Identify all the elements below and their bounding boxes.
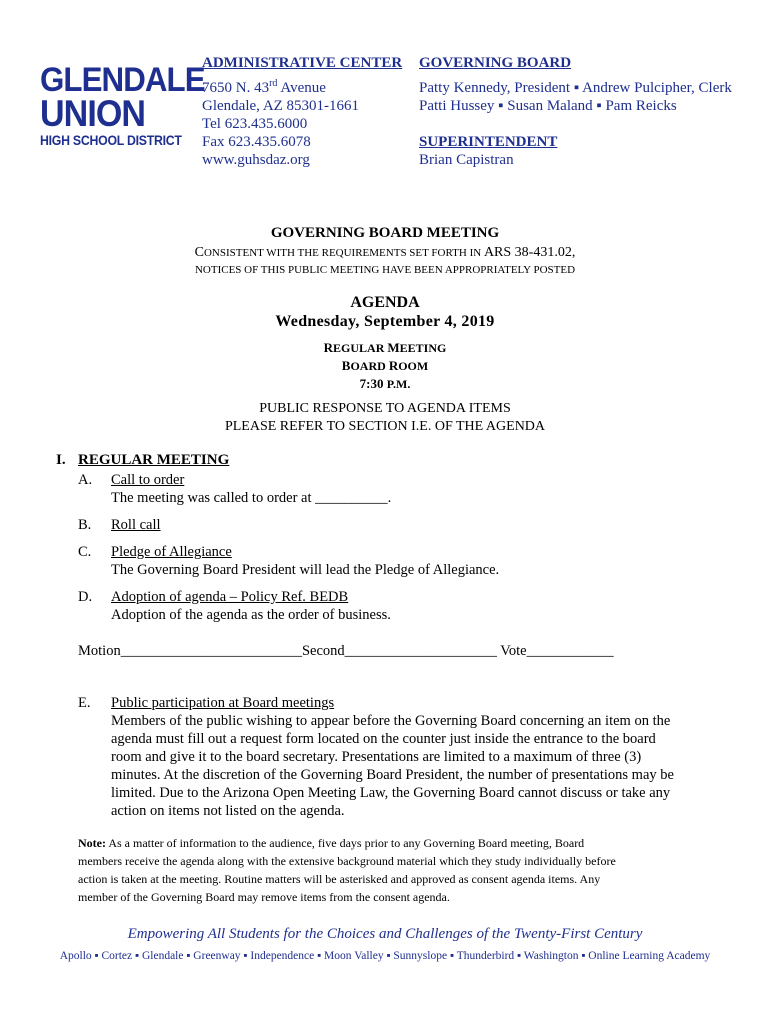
section-number: I.: [56, 452, 66, 468]
item-e-title: Public participation at Board meetings: [111, 695, 335, 711]
item-c-letter: C.: [78, 544, 92, 560]
note-line: action is taken at the meeting. Routine matters will be asterisked and approved as consent agenda items. Any: [78, 872, 601, 886]
note-line: members receive the agenda along with the extensive background material which they study individually before: [78, 854, 616, 868]
agenda-title: AGENDA: [350, 294, 420, 311]
regular-meeting-label: REGULAR MEETING: [323, 340, 447, 355]
board-members-line2: Patti Hussey ▪ Susan Maland ▪ Pam Reicks: [419, 98, 677, 114]
item-d-desc: Adoption of the agenda as the order of business.: [111, 607, 391, 623]
district-logo: [40, 61, 205, 148]
agenda-date: Wednesday, September 4, 2019: [275, 313, 495, 330]
footer-schools: Apollo ▪ Cortez ▪ Glendale ▪ Greenway ▪ Independence ▪ Moon Valley ▪ Sunnyslope ▪ Thunderbird ▪ Washington ▪ Online Learning Academy: [59, 950, 711, 962]
note-block: [78, 834, 702, 906]
item-b-title: Roll call: [111, 517, 161, 533]
public-response-line1: PUBLIC RESPONSE TO AGENDA ITEMS: [259, 401, 511, 416]
superintendent-name: Brian Capistran: [419, 152, 514, 168]
item-e-line: agenda must fill out a request form located on the counter just inside the entrance to the board: [111, 731, 656, 747]
meeting-time: 7:30 P.M.: [359, 376, 411, 391]
logo-line-glendale: GLENDALE: [40, 61, 205, 99]
motion-second-vote-line: Motion_________________________Second_____________________ Vote____________: [78, 643, 614, 659]
note-line: member of the Governing Board may remove items from the consent agenda.: [78, 890, 450, 904]
governing-board-title: GOVERNING BOARD: [419, 55, 572, 71]
admin-fax: Fax 623.435.6078: [202, 134, 311, 150]
item-e-line: Members of the public wishing to appear before the Governing Board concerning an item on the: [111, 713, 671, 729]
section-title: REGULAR MEETING: [78, 452, 230, 468]
note-label: Note:: [78, 836, 106, 850]
admin-tel: Tel 623.435.6000: [202, 116, 308, 132]
board-members-line1: Patty Kennedy, President ▪ Andrew Pulcipher, Clerk: [419, 80, 732, 96]
item-b-letter: B.: [78, 517, 92, 533]
item-e-line: minutes. At the discretion of the Governing Board President, the number of presentations may be: [111, 767, 674, 783]
admin-website: www.guhsdaz.org: [202, 152, 310, 168]
admin-address-line2: Glendale, AZ 85301-1661: [202, 98, 360, 114]
item-c-title: Pledge of Allegiance: [111, 544, 232, 560]
public-response-line2: PLEASE REFER TO SECTION I.E. OF THE AGENDA: [224, 419, 546, 434]
logo-line-union: UNION: [40, 93, 146, 134]
item-e-line: room and give it to the board secretary. Presentations are limited to a maximum of three (3): [111, 749, 642, 765]
footer-motto: Empowering All Students for the Choices and Challenges of the Twenty-First Century: [127, 926, 643, 942]
item-c-desc: The Governing Board President will lead the Pledge of Allegiance.: [111, 562, 500, 578]
item-a-title: Call to order: [111, 472, 185, 488]
logo-line-district: HIGH SCHOOL DISTRICT: [40, 132, 182, 148]
board-room-label: BOARD ROOM: [341, 358, 429, 373]
item-e-desc: [111, 712, 711, 820]
item-e-letter: E.: [78, 695, 91, 711]
item-a-desc: The meeting was called to order at __________.: [111, 490, 392, 506]
item-d-title: Adoption of agenda – Policy Ref. BEDB: [111, 589, 349, 605]
consistent-line: CONSISTENT WITH THE REQUIREMENTS SET FORTH IN ARS 38-431.02,: [194, 245, 576, 260]
notices-line: NOTICES OF THIS PUBLIC MEETING HAVE BEEN APPROPRIATELY POSTED: [194, 264, 576, 276]
admin-center-block: [202, 54, 402, 169]
admin-center-title: ADMINISTRATIVE CENTER: [202, 55, 403, 71]
item-e-line: action on items not listed on the agenda.: [111, 803, 345, 819]
governing-board-block: [419, 54, 732, 169]
superintendent-title: SUPERINTENDENT: [419, 134, 558, 150]
item-e-line: limited. Due to the Arizona Open Meeting Law, the Governing Board cannot discuss or take any: [111, 785, 671, 801]
item-a-letter: A.: [78, 472, 93, 488]
item-d-letter: D.: [78, 589, 93, 605]
note-line: Note: As a matter of information to the audience, five days prior to any Governing Board meeting, Board: [78, 836, 585, 850]
meeting-title: GOVERNING BOARD MEETING: [270, 225, 500, 241]
admin-address-line1: 7650 N. 43rd Avenue: [202, 78, 326, 96]
